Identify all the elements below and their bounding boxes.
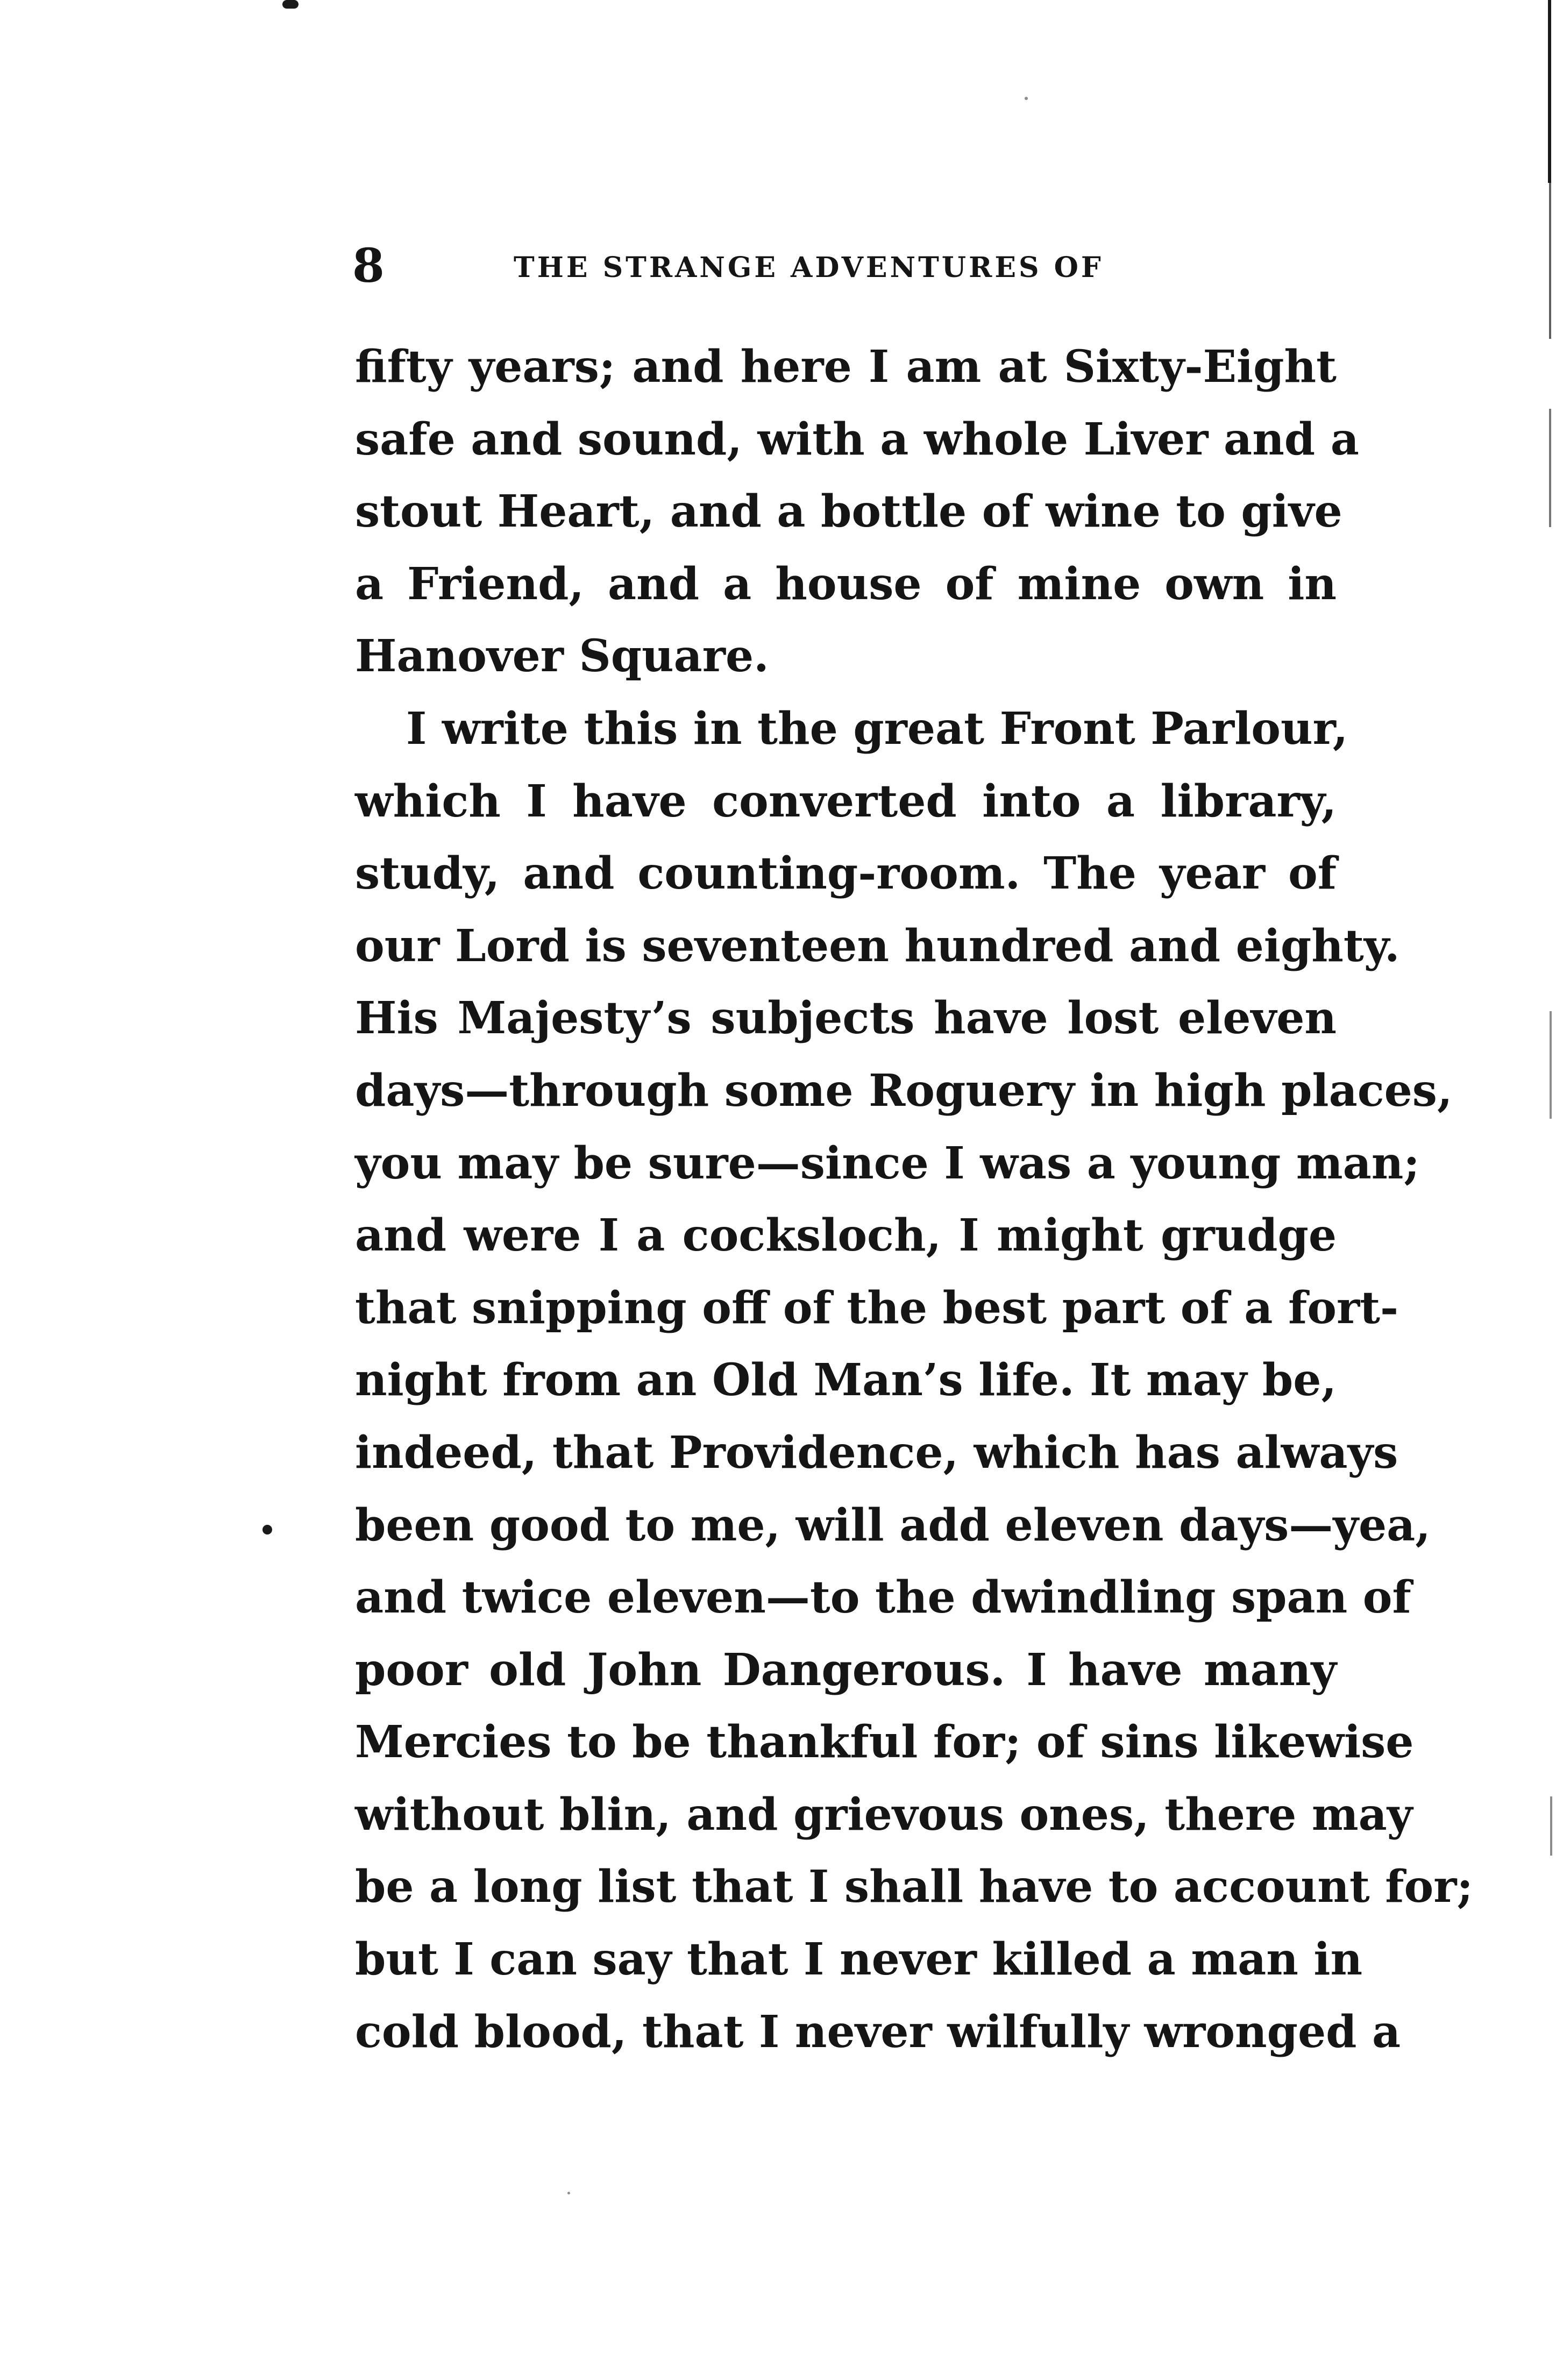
- text-line: a Friend, and a house of mine own in: [355, 558, 1337, 610]
- scan-speck: [262, 1525, 272, 1534]
- page-header: [352, 237, 1347, 296]
- text-line: poor old John Dangerous. I have many: [355, 1644, 1337, 1696]
- text-line: indeed, that Providence, which has always: [355, 1426, 1398, 1479]
- scan-edge-line: [1549, 183, 1551, 339]
- text-line: cold blood, that I never wilfully wronged a: [355, 2006, 1401, 2058]
- text-line: and were I a cocksloch, I might grudge: [355, 1210, 1337, 1262]
- text-line: be a long list that I shall have to account for;: [355, 1861, 1473, 1913]
- text-line: I write this in the great Front Parlour,: [406, 702, 1348, 755]
- text-line: night from an Old Man’s life. It may be,: [355, 1354, 1337, 1406]
- text-line: study, and counting-room. The year of: [355, 848, 1337, 900]
- scan-edge-line: [1549, 409, 1551, 527]
- page-number: 8: [352, 239, 385, 293]
- text-line: safe and sound, with a whole Liver and a: [355, 413, 1359, 465]
- scan-edge-line: [1550, 1796, 1552, 1856]
- text-line: fifty years; and here I am at Sixty-Eight: [355, 341, 1337, 393]
- text-line: Hanover Square.: [355, 630, 769, 683]
- scan-speck: [1025, 97, 1028, 100]
- text-line: Mercies to be thankful for; of sins likewise: [355, 1716, 1414, 1768]
- scan-speck: [282, 0, 299, 9]
- text-line: which I have converted into a library,: [355, 775, 1337, 827]
- text-line: and twice eleven—to the dwindling span of: [355, 1572, 1411, 1624]
- scan-edge-line: [1548, 0, 1551, 183]
- text-line: but I can say that I never killed a man in: [355, 1934, 1363, 1986]
- scan-edge-line: [1550, 1011, 1552, 1119]
- text-line: stout Heart, and a bottle of wine to give: [355, 486, 1342, 538]
- text-line: days—through some Roguery in high places,: [355, 1064, 1453, 1117]
- text-line: that snipping off of the best part of a fort-: [355, 1282, 1399, 1334]
- body-text: [355, 331, 1473, 2068]
- running-head: THE STRANGE ADVENTURES OF: [514, 251, 1104, 284]
- scan-speck: [567, 2192, 570, 2194]
- text-line: been good to me, will add eleven days—yea,: [355, 1499, 1431, 1551]
- text-line: without blin, and grievous ones, there may: [355, 1788, 1413, 1841]
- text-line: our Lord is seventeen hundred and eighty.: [355, 920, 1400, 972]
- text-line: His Majesty’s subjects have lost eleven: [355, 992, 1337, 1045]
- text-line: you may be sure—since I was a young man;: [355, 1137, 1420, 1189]
